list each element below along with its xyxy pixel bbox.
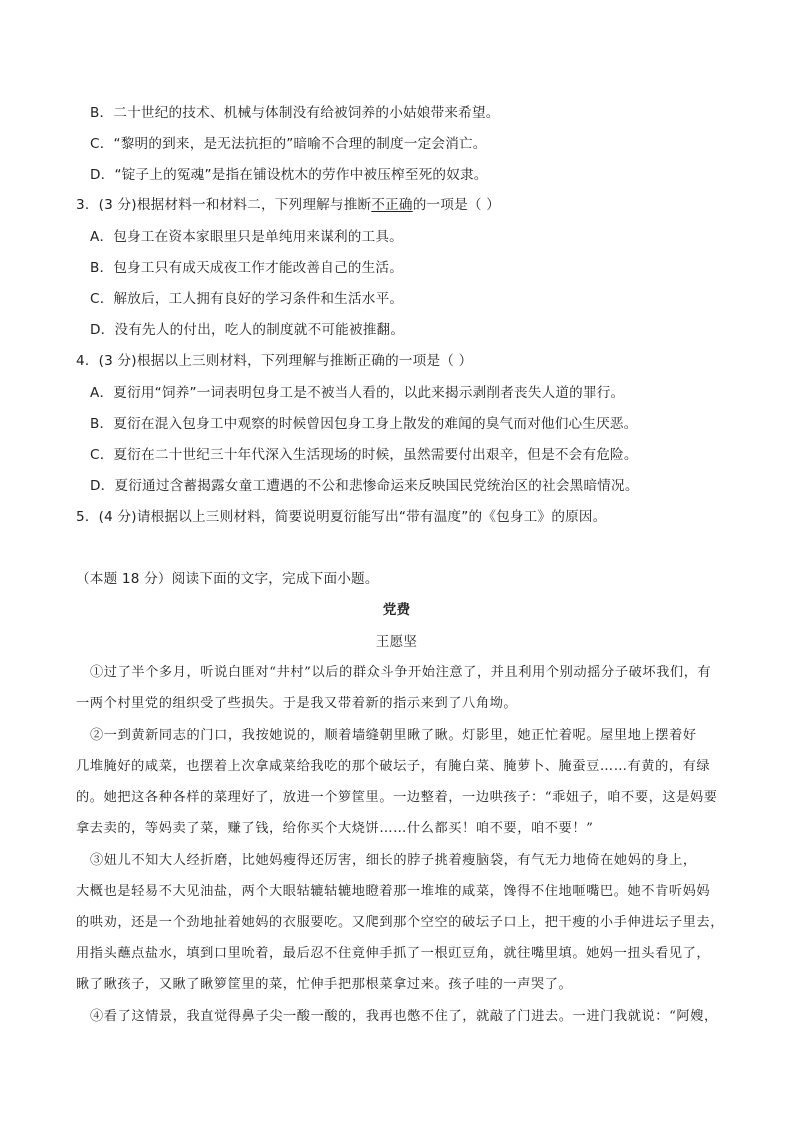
q2-option-c: C．“黎明的到来，是无法抗拒的”暗喻不合理的制度一定会消亡。 [90,136,487,152]
story-line: 的。她把这各种各样的菜理好了，放进一个箩筐里。一边整着，一边哄孩子：“乖妞子，咱不要，这是妈要 [76,790,718,805]
story-line: ②一到黄新同志的门口，我按她说的，顺着墙缝朝里瞅了瞅。灯影里，她正忙着呢。屋里地上摆着好 [90,728,697,743]
q2-option-d: D．“锭子上的冤魂”是指在铺设枕木的劳作中被压榨至死的奴隶。 [90,167,488,183]
story-line: 的哄劝，还是一个劲地扯着她妈的衣服要吃。又爬到那个空空的破坛子口上，把干瘦的小手伸进坛子里去， [76,915,725,930]
q4-option-b: B．夏衍在混入包身工中观察的时候曾因包身工身上散发的难闻的臭气而对他们心生厌恶。 [90,416,638,432]
story-line: ④看了这情景，我直觉得鼻子尖一酸一酸的，我再也憋不住了，就敲了门进去。一进门我就说：“阿嫂， [90,1009,718,1024]
q3-stem-after: 的一项是（ ） [412,197,500,213]
story-line: 拿去卖的，等妈卖了菜，赚了钱，给你买个大烧饼……什么都买！咱不要，咱不要！” [76,821,594,836]
q4-option-a: A．夏衍用“饲养”一词表明包身工是不被当人看的，以此来揭示剥削者丧失人道的罪行。 [90,385,625,401]
q3-option-d: D．没有先人的付出，吃人的制度就不可能被推翻。 [90,322,405,338]
q4-option-c: C．夏衍在二十世纪三十年代深入生活现场的时候，虽然需要付出艰辛，但是不会有危险。 [90,447,638,463]
story-line: ①过了半个多月，听说白匪对“井村”以后的群众斗争开始注意了，并且利用个别动摇分子破坏我们，有 [90,665,712,680]
reading-intro: （本题 18 分）阅读下面的文字，完成下面小题。 [76,571,379,587]
story-line: 几堆腌好的咸菜，也摆着上次拿咸菜给我吃的那个破坛子，有腌白菜、腌萝卜、腌蚕豆……有黄的，有绿 [76,759,711,774]
q3-stem-emphasis: 不正确 [371,197,413,213]
q5-stem: 5．(4 分)请根据以上三则材料，简要说明夏衍能写出“带有温度”的《包身工》的原因。 [76,509,607,525]
q2-option-b: B．二十世纪的技术、机械与体制没有给被饲养的小姑娘带来希望。 [90,105,500,121]
q3-stem-before: 3．(3 分)根据材料一和材料二，下列理解与推断 [76,197,372,213]
reading-title: 党费 [382,602,411,618]
story-line: 一两个村里党的组织受了些损失。于是我又带着新的指示来到了八角坳。 [76,696,518,711]
q4-option-d: D．夏衍通过含蓄揭露女童工遭遇的不公和悲惨命运来反映国民党统治区的社会黑暗情况。 [90,478,639,494]
story-line: ③妞儿不知大人经折磨，比她妈瘦得还厉害，细长的脖子挑着瘦脑袋，有气无力地倚在她妈的身上， [90,853,697,868]
q3-stem [76,196,500,214]
story-line: 瞅了瞅孩子，又瞅了瞅箩筐里的菜，忙伸手把那根菜拿过来。孩子哇的一声哭了。 [76,977,573,992]
reading-author: 王愿坚 [375,634,418,650]
q3-option-c: C．解放后，工人拥有良好的学习条件和生活水平。 [90,291,404,307]
story-line: 大概也是轻易不大见油盐，两个大眼轱辘轱辘地瞪着那一堆堆的咸菜，馋得不住地咂嘴巴。她不肯听妈妈 [76,884,711,899]
q3-option-b: B．包身工只有成天成夜工作才能改善自己的生活。 [90,260,403,276]
q3-option-a: A．包身工在资本家眼里只是单纯用来谋利的工具。 [90,229,403,245]
story-line: 用指头蘸点盐水，填到口里吮着，最后忍不住竟伸手抓了一根豇豆角，就往嘴里填。她妈一扭头看见了， [76,946,711,961]
q4-stem: 4．(3 分)根据以上三则材料，下列理解与推断正确的一项是（ ） [76,353,473,369]
